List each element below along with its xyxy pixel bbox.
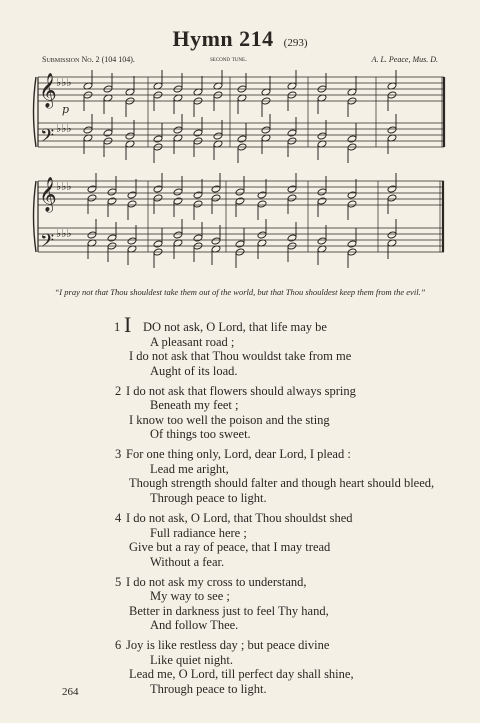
verse-line: Like quiet night. [150,653,233,667]
note-head [193,200,203,208]
note-head [347,200,357,208]
drop-cap: I [124,312,132,337]
note-head [257,200,267,208]
note-head [235,240,245,248]
verse-line: And follow Thee. [150,618,239,632]
note-head [87,194,97,202]
note-head [317,132,327,140]
note-head [317,188,327,196]
flat-icon: ♭♭♭ [56,227,72,240]
note-head [193,191,203,199]
flat-icon: ♭♭♭ [56,122,72,135]
verse-line: Joy is like restless day ; but peace divine [126,638,330,652]
note-head [211,185,221,193]
composer-credit: A. L. Peace, Mus. D. [371,55,438,64]
verse-line: Aught of its load. [150,364,238,378]
verse-line: Of things too sweet. [150,427,251,441]
treble-staff-1 [38,77,444,101]
verse-line: I know too well the poison and the sting [129,413,330,427]
page-number: 264 [62,686,79,698]
alt-hymn-number: (293) [283,37,308,49]
note-head [87,185,97,193]
note-head [153,185,163,193]
verse-line: I do not ask my cross to understand, [126,575,307,589]
bass-clef-icon: 𝄢 [40,126,55,151]
note-head [213,132,223,140]
note-head [261,126,271,134]
verse-line: Beneath my feet ; [150,398,239,412]
note-head [107,197,117,205]
verse-line: Though strength should falter and though heart should bleed, [129,476,435,490]
treble-clef-icon: 𝄞 [39,177,57,212]
note-head [257,191,267,199]
verse-number: 1 [114,320,121,334]
verse-number: 4 [115,511,122,525]
note-head [211,194,221,202]
verse-line: I do not ask that Thou wouldst take from me [129,349,352,363]
note-head [387,231,397,239]
verse-number: 2 [115,384,122,398]
note-head [83,126,93,134]
note-head [173,197,183,205]
note-head [193,234,203,242]
verse-line: My way to see ; [150,589,230,603]
submission-label: Submission No. 2 (104 104). [42,55,135,64]
verse-number: 6 [115,638,122,652]
bass-clef-icon: 𝄢 [40,231,55,256]
verse-line: Without a fear. [150,555,225,569]
verse-number: 5 [115,575,122,589]
verse-number: 3 [115,447,122,461]
verse-line: For one thing only, Lord, dear Lord, I plead : [126,447,351,461]
verse-line: Lead me aright, [150,462,229,476]
note-head [347,135,357,143]
note-head [103,129,113,137]
note-head [107,188,117,196]
note-head [153,194,163,202]
clefs-and-keys [39,73,72,256]
note-head [173,126,183,134]
note-head [387,126,397,134]
note-head [211,237,221,245]
note-head [317,237,327,245]
verse-line: A pleasant road ; [150,335,235,349]
note-head [287,185,297,193]
note-head [153,135,163,143]
bass-staff-1 [38,123,444,147]
note-head [387,185,397,193]
note-head [387,194,397,202]
verse-line: I do not ask, O Lord, that Thou shouldst shed [126,511,353,525]
note-head [287,194,297,202]
note-head [287,129,297,137]
flat-icon: ♭♭♭ [56,180,72,193]
verse-line: Full radiance here ; [150,526,247,540]
tune-label: second tune. [210,55,247,63]
note-head [317,197,327,205]
treble-staff-2 [38,181,444,205]
verse-line: Through peace to light. [150,491,267,505]
verse-line: I do not ask that flowers should always spring [126,384,356,398]
note-head [127,191,137,199]
note-head [347,191,357,199]
verse-line: DO not ask, O Lord, that life may be [143,320,327,334]
note-head [237,135,247,143]
treble-clef-icon: 𝄞 [39,73,57,108]
verse-line: Give but a ray of peace, that I may tread [129,540,331,554]
note-head [127,237,137,245]
note-head [173,188,183,196]
note-head [347,240,357,248]
flat-icon: ♭♭♭ [56,76,72,89]
note-head [87,231,97,239]
note-head [125,132,135,140]
verse-line: Through peace to light. [150,682,267,696]
note-head [257,231,267,239]
note-head [107,234,117,242]
verse-line: Lead me, O Lord, till perfect day shall shine, [129,667,354,681]
hymn-title: Hymn 214 [172,26,274,51]
note-head [127,200,137,208]
verse-line: Better in darkness just to feel Thy hand, [129,604,329,618]
dynamic-marking: p [62,103,70,116]
note-head [153,240,163,248]
note-heads [83,70,397,268]
note-head [235,188,245,196]
scripture-epigraph: “I pray not that Thou shouldest take them out of the world, but that Thou shouldest keep them from the evil.” [54,287,426,297]
note-head [193,129,203,137]
note-head [173,231,183,239]
note-head [287,234,297,242]
music-score [0,0,480,280]
note-head [235,197,245,205]
